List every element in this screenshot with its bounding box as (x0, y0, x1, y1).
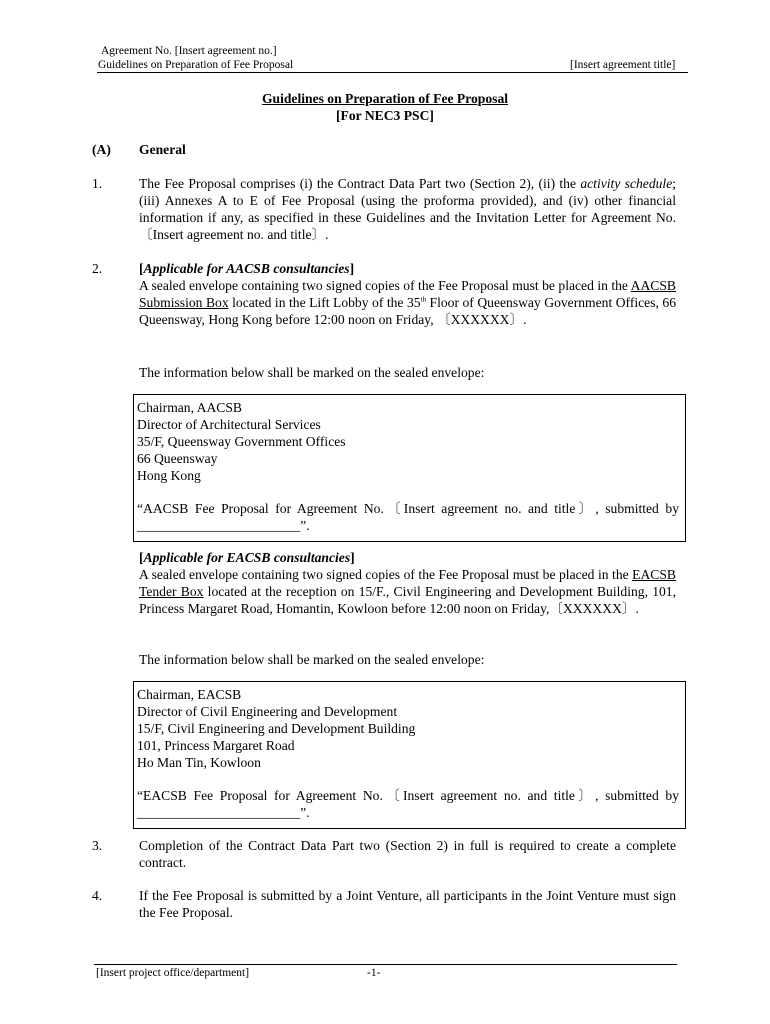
aacsb-address-line: Hong Kong (137, 468, 201, 483)
section-a-heading: General (139, 142, 186, 157)
eacsb-envelope-marking: “EACSB Fee Proposal for Agreement No.〔Insert agreement no. and title〕, submitted by ________________________”. (137, 788, 680, 820)
header-rule (97, 72, 688, 73)
header-agreement-title: [Insert agreement title] (570, 59, 676, 71)
aacsb-envelope-marking: “AACSB Fee Proposal for Agreement No.〔Insert agreement no. and title〕, submitted by ________________________”. (137, 501, 680, 533)
aacsb-address-line: Director of Architectural Services (137, 417, 321, 432)
item-4-number: 4. (92, 888, 103, 903)
eacsb-marked-note: The information below shall be marked on the sealed envelope: (139, 652, 485, 667)
aacsb-address-line: Chairman, AACSB (137, 400, 242, 415)
footer-office: [Insert project office/department] (96, 967, 250, 979)
item-3-text: Completion of the Contract Data Part two (Section 2) in full is required to create a complete contract. (139, 838, 676, 870)
item-4-text: If the Fee Proposal is submitted by a Joint Venture, all participants in the Joint Venture must sign the Fee Proposal. (139, 888, 676, 920)
eacsb-address-line: 15/F, Civil Engineering and Development Building (137, 721, 416, 736)
eacsb-address-line: Chairman, EACSB (137, 687, 242, 702)
header-agreement-no: Agreement No. [Insert agreement no.] (101, 45, 277, 57)
aacsb-heading: [Applicable for AACSB consultancies] (139, 261, 355, 276)
aacsb-marked-note: The information below shall be marked on the sealed envelope: (139, 365, 485, 380)
item-1-number: 1. (92, 176, 103, 191)
aacsb-instructions: A sealed envelope containing two signed copies of the Fee Proposal must be placed in the AACSB Submission Box located in the Lift Lobby of the 35th Floor of Queensway Government Offices, 66 Queensway, Hong Kong before 12:00 noon on Friday, 〔XXXXXX〕. (139, 278, 676, 327)
eacsb-instructions: A sealed envelope containing two signed copies of the Fee Proposal must be placed in the EACSB Tender Box located at the reception on 15/F., Civil Engineering and Development Building, 101, Princess Margaret Road, Homantin, Kowloon before 12:00 noon on Friday,〔XXXXXX〕. (139, 567, 676, 616)
aacsb-address-line: 66 Queensway (137, 451, 218, 466)
header-guidelines: Guidelines on Preparation of Fee Proposal (98, 59, 294, 71)
item-1-text: The Fee Proposal comprises (i) the Contract Data Part two (Section 2), (ii) the activity schedule; (iii) Annexes A to E of Fee Proposal (using the proforma provided), and (iv) other financial information if any, as specified in these Guidelines and the Invitation Letter for Agreement No.〔Insert agreement no. and title〕. (139, 176, 677, 242)
eacsb-address-line: Director of Civil Engineering and Development (137, 704, 398, 719)
eacsb-address-line: Ho Man Tin, Kowloon (137, 755, 261, 770)
doc-subtitle: [For NEC3 PSC] (336, 108, 434, 123)
item-3-number: 3. (92, 838, 103, 853)
page-number: -1- (367, 967, 381, 979)
item-2-number: 2. (92, 261, 103, 276)
eacsb-address-box (133, 681, 686, 829)
aacsb-address-box (133, 394, 686, 542)
aacsb-address-line: 35/F, Queensway Government Offices (137, 434, 346, 449)
eacsb-address-line: 101, Princess Margaret Road (137, 738, 295, 753)
section-a-label: (A) (92, 142, 111, 157)
footer-rule (94, 964, 677, 965)
doc-title: Guidelines on Preparation of Fee Proposal (261, 91, 509, 106)
eacsb-heading: [Applicable for EACSB consultancies] (139, 550, 355, 565)
